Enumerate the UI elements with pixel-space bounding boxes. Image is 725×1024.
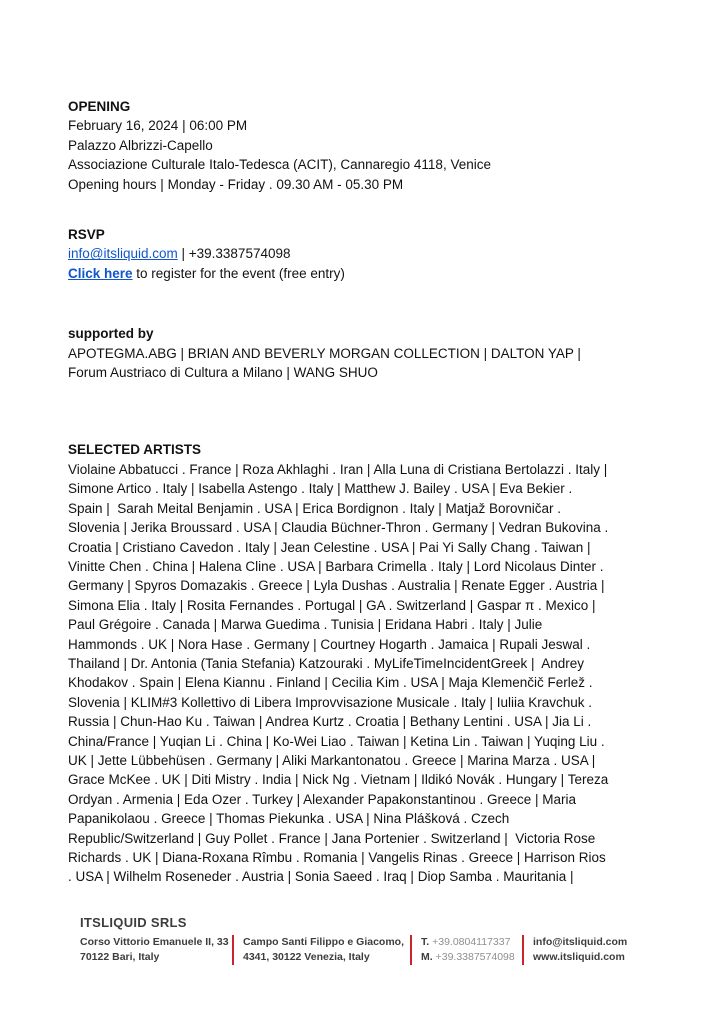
footer-phone-t [421, 935, 522, 950]
artist-line: China/France | Yuqian Li . China | Ko-Wei Liao . Taiwan | Ketina Lin . Taiwan | Yuqing Liu . [68, 733, 605, 749]
artist-line: Grace McKee . UK | Diti Mistry . India | Nick Ng . Vietnam | Ildikó Novák . Hungary | Tereza [68, 772, 609, 788]
opening-heading: OPENING [68, 99, 131, 114]
artist-line: Hammonds . UK | Nora Hase . Germany | Courtney Hogarth . Jamaica | Rupali Jeswal . [68, 636, 591, 652]
footer-venezia-line1: Campo Santi Filippo e Giacomo, [243, 936, 405, 948]
opening-line: Associazione Culturale Italo-Tedesca (ACIT), Cannaregio 4118, Venice [68, 157, 491, 173]
footer-phones [410, 935, 522, 965]
supporter-line: APOTEGMA.ABG | BRIAN AND BEVERLY MORGAN COLLECTION | DALTON YAP | [68, 345, 581, 361]
footer-address-venezia [232, 935, 410, 965]
artist-line: Simone Artico . Italy | Isabella Astengo . Italy | Matthew J. Bailey . USA | Eva Bekier . [68, 481, 573, 497]
footer-bari-line1: Corso Vittorio Emanuele II, 33 [80, 936, 229, 948]
footer-bari-line2: 70122 Bari, Italy [80, 951, 160, 963]
artist-line: Germany | Spyros Domazakis . Greece | Lyla Dushas . Australia | Renate Egger . Austria | [68, 578, 605, 594]
opening-lines [68, 116, 660, 194]
register-link[interactable]: Click here [68, 265, 133, 281]
artist-line: UK | Jette Lübbehüsen . Germany | Aliki Markantonatou . Greece | Marina Marza . USA | [68, 752, 596, 768]
opening-line: February 16, 2024 | 06:00 PM [68, 118, 248, 134]
opening-section [68, 97, 660, 194]
artist-line: Papanikolaou . Greece | Thomas Piekunka . USA | Nina Plášková . Czech [68, 811, 510, 827]
page-content [68, 97, 660, 887]
artist-line: Thailand | Dr. Antonia (Tania Stefania) Katzouraki . MyLifeTimeIncidentGreek | Andrey [68, 655, 585, 671]
artist-line: Ordyan . Armenia | Eda Ozer . Turkey | Alexander Papakonstantinou . Greece | Maria [68, 791, 577, 807]
rsvp-phone: | +39.3387574098 [177, 246, 291, 262]
artist-line: Richards . UK | Diana-Roxana Rîmbu . Romania | Vangelis Rinas . Greece | Harrison Rios [68, 850, 606, 865]
artist-line: Croatia | Cristiano Cavedon . Italy | Jean Celestine . USA | Pai Yi Sally Chang . Taiwan | [68, 539, 591, 555]
footer [80, 915, 680, 965]
email-link[interactable]: info@itsliquid.com [68, 246, 178, 262]
footer-website[interactable]: www.itsliquid.com [533, 951, 625, 963]
artists-heading: SELECTED ARTISTS [68, 442, 202, 458]
artist-line: Simona Elia . Italy | Rosita Fernandes . Portugal | GA . Switzerland | Gaspar π . Mexico | [68, 597, 596, 613]
artist-line: Paul Grégoire . Canada | Marwa Guedima . Tunisia | Eridana Habri . Italy | Julie [68, 617, 543, 633]
opening-line: Opening hours | Monday - Friday . 09.30 AM - 05.30 PM [68, 176, 404, 192]
footer-phone-t-value: +39.0804117337 [432, 936, 511, 948]
rsvp-section [68, 225, 660, 283]
artist-line: . USA | Wilhelm Roseneder . Austria | Sonia Saeed . Iraq | Diop Samba . Mauritania | [68, 869, 574, 885]
footer-web [522, 935, 627, 965]
rsvp-contact-line [68, 244, 660, 263]
footer-phone-m [421, 950, 522, 965]
register-text: to register for the event (free entry) [132, 265, 345, 281]
footer-phone-m-value: +39.3387574098 [435, 951, 515, 963]
artist-line: Vinitte Chen . China | Halena Cline . USA | Barbara Crimella . Italy | Lord Nicolaus Dinter . [68, 558, 604, 574]
footer-venezia-line2: 4341, 30122 Venezia, Italy [243, 951, 370, 963]
supporter-line: Forum Austriaco di Cultura a Milano | WANG SHUO [68, 365, 378, 381]
artist-line: Violaine Abbatucci . France | Roza Akhlaghi . Iran | Alla Luna di Cristiana Bertolazzi . Italy | [68, 461, 608, 477]
footer-phone-m-label: M. [421, 951, 433, 963]
artist-lines [68, 460, 660, 887]
supporter-lines [68, 344, 660, 383]
artist-line: Slovenia | KLIM#3 Kollettivo di Libera Improvvisazione Musicale . Italy | Iuliia Kravchuk . [68, 694, 593, 710]
artist-line: Republic/Switzerland | Guy Pollet . France | Jana Portenier . Switzerland | Victoria Rose [68, 830, 596, 846]
footer-address-bari [80, 935, 232, 965]
supported-section [68, 324, 660, 382]
footer-brand: ITSLIQUID SRLS [80, 915, 187, 930]
opening-line: Palazzo Albrizzi-Capello [68, 137, 213, 153]
footer-columns [80, 935, 680, 965]
artist-line: Russia | Chun-Hao Ku . Taiwan | Andrea Kurtz . Croatia | Bethany Lentini . USA | Jia Li . [68, 714, 592, 730]
rsvp-heading: RSVP [68, 227, 105, 243]
artists-section [68, 440, 660, 886]
artist-line: Slovenia | Jerika Broussard . USA | Claudia Büchner-Thron . Germany | Vedran Bukovina . [68, 520, 609, 536]
footer-phone-t-label: T. [421, 936, 430, 948]
rsvp-register-line [68, 264, 660, 283]
supported-heading: supported by [68, 326, 154, 342]
artist-line: Khodakov . Spain | Elena Kiannu . Finland | Cecilia Kim . USA | Maja Klemenčič Ferlež . [68, 675, 593, 691]
footer-email[interactable]: info@itsliquid.com [533, 936, 628, 948]
artist-line: Spain | Sarah Meital Benjamin . USA | Erica Bordignon . Italy | Matjaž Borovničar . [68, 500, 561, 516]
